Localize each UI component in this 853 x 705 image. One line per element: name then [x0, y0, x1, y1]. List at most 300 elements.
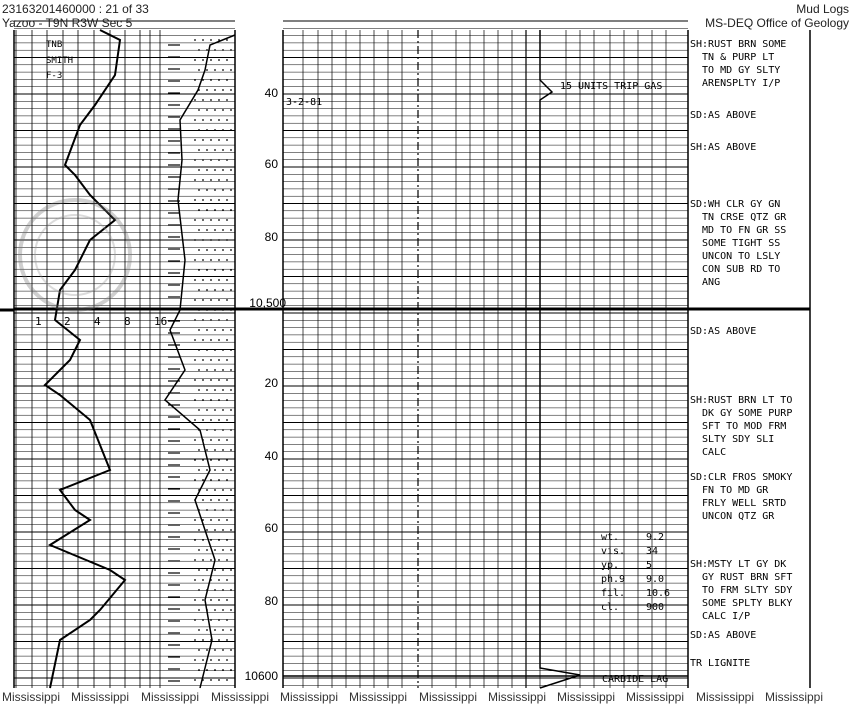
sand-dot-mark — [222, 509, 224, 511]
lithology-description: SD:CLR FROS SMOKY FN TO MD GR FRLY WELL SRTD UNCON QTZ GR — [690, 472, 793, 522]
footer-state: Mississippi — [488, 690, 547, 704]
sand-dot-mark — [202, 619, 204, 621]
sand-dot-mark — [198, 609, 200, 611]
mud-prop-label: cl. — [601, 602, 620, 613]
sand-dot-mark — [198, 49, 200, 51]
sand-dot-mark — [218, 279, 220, 281]
sand-dot-mark — [210, 99, 212, 101]
sand-dot-mark — [202, 379, 204, 381]
sand-dot-mark — [194, 679, 196, 681]
sand-dot-mark — [214, 509, 216, 511]
sand-dot-mark — [226, 119, 228, 121]
sand-dot-mark — [214, 429, 216, 431]
sand-dot-mark — [210, 539, 212, 541]
sand-dot-mark — [210, 219, 212, 221]
sand-dot-mark — [202, 399, 204, 401]
sand-dot-mark — [198, 189, 200, 191]
sand-dot-mark — [222, 349, 224, 351]
depth-label: 40 — [264, 449, 278, 463]
sand-dot-mark — [202, 259, 204, 261]
sand-dot-mark — [206, 69, 208, 71]
sand-dot-mark — [218, 539, 220, 541]
sand-dot-mark — [210, 39, 212, 41]
sand-dot-mark — [206, 309, 208, 311]
sand-dot-mark — [210, 619, 212, 621]
sand-dot-mark — [198, 69, 200, 71]
sand-dot-mark — [194, 479, 196, 481]
sand-dot-mark — [222, 409, 224, 411]
mud-prop-value: 10.6 — [646, 588, 671, 599]
sand-dot-mark — [202, 39, 204, 41]
document-id: 23163201460000 : 21 of 33 — [2, 2, 149, 16]
sand-dot-mark — [202, 499, 204, 501]
sand-dot-mark — [226, 579, 228, 581]
sand-dot-mark — [230, 49, 232, 51]
sand-dot-mark — [210, 679, 212, 681]
sand-dot-mark — [218, 499, 220, 501]
sand-dot-mark — [206, 489, 208, 491]
sand-dot-mark — [198, 529, 200, 531]
sand-dot-mark — [206, 469, 208, 471]
sand-dot-mark — [210, 419, 212, 421]
sand-dot-mark — [210, 179, 212, 181]
well-operator: TNB — [46, 40, 63, 50]
sand-dot-mark — [198, 149, 200, 151]
sand-dot-mark — [210, 199, 212, 201]
sand-dot-mark — [226, 179, 228, 181]
sand-dot-mark — [214, 209, 216, 211]
sand-dot-mark — [218, 199, 220, 201]
sand-dot-mark — [202, 359, 204, 361]
sand-dot-mark — [226, 79, 228, 81]
sand-dot-mark — [210, 459, 212, 461]
sand-dot-mark — [218, 519, 220, 521]
sand-dot-mark — [198, 349, 200, 351]
sand-dot-mark — [210, 119, 212, 121]
sand-dot-mark — [214, 489, 216, 491]
sand-dot-mark — [222, 649, 224, 651]
sand-dot-mark — [218, 599, 220, 601]
sand-dot-mark — [218, 659, 220, 661]
sand-dot-mark — [194, 399, 196, 401]
sand-dot-mark — [214, 409, 216, 411]
sand-dot-mark — [230, 369, 232, 371]
sand-dot-mark — [230, 129, 232, 131]
sand-dot-mark — [218, 399, 220, 401]
sand-dot-mark — [222, 629, 224, 631]
sand-dot-mark — [210, 519, 212, 521]
lithology-description: SD:AS ABOVE — [690, 110, 757, 121]
lithology-description: SD:AS ABOVE — [690, 630, 757, 641]
sand-dot-mark — [206, 189, 208, 191]
footer-state: Mississippi — [696, 690, 755, 704]
sand-dot-mark — [210, 559, 212, 561]
sand-dot-mark — [194, 659, 196, 661]
sand-dot-mark — [222, 289, 224, 291]
sand-dot-mark — [206, 49, 208, 51]
sand-dot-mark — [202, 539, 204, 541]
sand-dot-mark — [210, 159, 212, 161]
lithology-description: SH:MSTY LT GY DK GY RUST BRN SFT TO FRM SLTY SDY SOME SPLTY BLKY CALC I/P — [690, 559, 793, 622]
sand-dot-mark — [198, 269, 200, 271]
sand-dot-mark — [210, 59, 212, 61]
sand-dot-mark — [206, 529, 208, 531]
sand-dot-mark — [206, 449, 208, 451]
sand-dot-mark — [222, 49, 224, 51]
sand-dot-mark — [230, 329, 232, 331]
sand-dot-mark — [214, 169, 216, 171]
footer-state: Mississippi — [211, 690, 270, 704]
sand-dot-mark — [214, 529, 216, 531]
trip-gas-note: 15 UNITS TRIP GAS — [560, 81, 663, 92]
sand-dot-mark — [218, 319, 220, 321]
lithology-description: SH:RUST BRN SOME TN & PURP LT TO MD GY SLTY ARENSPLTY I/P — [690, 39, 787, 89]
sand-dot-mark — [202, 599, 204, 601]
well-number: F-3 — [46, 71, 63, 81]
sand-dot-mark — [202, 659, 204, 661]
sand-dot-mark — [198, 109, 200, 111]
sand-dot-mark — [206, 109, 208, 111]
sand-dot-mark — [210, 259, 212, 261]
sand-dot-mark — [210, 319, 212, 321]
sand-dot-mark — [210, 599, 212, 601]
sand-dot-mark — [194, 339, 196, 341]
sand-dot-mark — [194, 299, 196, 301]
sand-dot-mark — [198, 229, 200, 231]
sand-dot-mark — [214, 589, 216, 591]
sand-dot-mark — [198, 669, 200, 671]
sand-dot-mark — [210, 659, 212, 661]
sand-dot-mark — [214, 569, 216, 571]
sand-dot-mark — [222, 269, 224, 271]
sand-dot-mark — [214, 349, 216, 351]
sand-dot-mark — [198, 569, 200, 571]
sand-dot-mark — [198, 389, 200, 391]
sand-dot-mark — [210, 359, 212, 361]
sand-dot-mark — [230, 549, 232, 551]
sand-dot-mark — [198, 449, 200, 451]
footer-state: Mississippi — [626, 690, 685, 704]
sand-dot-mark — [222, 469, 224, 471]
category-label: Mud Logs — [796, 2, 849, 16]
sand-dot-mark — [226, 319, 228, 321]
sand-dot-mark — [194, 319, 196, 321]
sand-dot-mark — [226, 359, 228, 361]
sand-dot-mark — [198, 169, 200, 171]
mud-prop-label: fil. — [601, 588, 626, 599]
sand-dot-mark — [222, 149, 224, 151]
sand-dot-mark — [226, 499, 228, 501]
sand-dot-mark — [214, 189, 216, 191]
sand-dot-mark — [206, 389, 208, 391]
sand-dot-mark — [218, 259, 220, 261]
sand-dot-mark — [202, 279, 204, 281]
depth-label: 40 — [264, 86, 278, 100]
sand-dot-mark — [194, 459, 196, 461]
sand-dot-mark — [194, 519, 196, 521]
sand-dot-mark — [214, 469, 216, 471]
sand-dot-mark — [222, 429, 224, 431]
sand-dot-mark — [218, 439, 220, 441]
sand-dot-mark — [194, 119, 196, 121]
sand-dot-mark — [194, 579, 196, 581]
sand-dot-mark — [222, 209, 224, 211]
sand-dot-mark — [214, 329, 216, 331]
lithology-boundary-curve — [165, 35, 235, 688]
sand-dot-mark — [218, 59, 220, 61]
sand-dot-mark — [202, 579, 204, 581]
sand-dot-mark — [230, 429, 232, 431]
sand-dot-mark — [198, 369, 200, 371]
sand-dot-mark — [214, 629, 216, 631]
carbide-lag-note: CARBIDE LAG — [602, 674, 669, 685]
sand-dot-mark — [210, 499, 212, 501]
sand-dot-mark — [206, 129, 208, 131]
mud-prop-label: wt. — [601, 532, 620, 543]
sand-dot-mark — [222, 329, 224, 331]
drill-rate-curve — [45, 30, 125, 688]
sand-dot-mark — [194, 419, 196, 421]
sand-dot-mark — [218, 119, 220, 121]
sand-dot-mark — [226, 39, 228, 41]
sand-dot-mark — [194, 539, 196, 541]
sand-dot-mark — [226, 259, 228, 261]
footer-state: Mississippi — [419, 690, 478, 704]
sand-dot-mark — [230, 509, 232, 511]
sand-dot-mark — [206, 229, 208, 231]
sand-dot-mark — [218, 79, 220, 81]
sand-dot-mark — [210, 439, 212, 441]
sand-dot-mark — [194, 79, 196, 81]
sand-dot-mark — [194, 359, 196, 361]
sand-dot-mark — [194, 259, 196, 261]
sand-dot-mark — [226, 539, 228, 541]
sand-dot-mark — [210, 79, 212, 81]
sand-dot-mark — [206, 569, 208, 571]
sand-dot-mark — [230, 649, 232, 651]
sand-dot-mark — [218, 559, 220, 561]
sand-dot-mark — [202, 119, 204, 121]
sand-dot-mark — [214, 129, 216, 131]
sand-dot-mark — [202, 99, 204, 101]
sand-dot-mark — [206, 429, 208, 431]
sand-dot-mark — [194, 59, 196, 61]
sand-dot-mark — [218, 419, 220, 421]
watermark-seal-icon — [20, 200, 130, 310]
sand-dot-mark — [230, 149, 232, 151]
sand-dot-mark — [210, 279, 212, 281]
date-note: 3-2-81 — [286, 97, 323, 108]
sand-dot-mark — [206, 249, 208, 251]
sand-dot-mark — [194, 39, 196, 41]
sand-dot-mark — [198, 209, 200, 211]
depth-label: 80 — [264, 230, 278, 244]
sand-dot-mark — [222, 229, 224, 231]
footer-state: Mississippi — [280, 690, 339, 704]
sand-dot-mark — [202, 179, 204, 181]
sand-dot-mark — [202, 199, 204, 201]
sand-dot-mark — [214, 669, 216, 671]
lithology-description: TR LIGNITE — [690, 658, 751, 669]
sand-dot-mark — [222, 569, 224, 571]
sand-dot-mark — [230, 409, 232, 411]
sand-dot-mark — [198, 589, 200, 591]
sand-dot-mark — [214, 449, 216, 451]
footer-state: Mississippi — [765, 690, 824, 704]
mud-prop-label: vis. — [601, 546, 626, 557]
well-name: SMITH — [46, 56, 74, 66]
sand-dot-mark — [198, 409, 200, 411]
sand-dot-mark — [230, 209, 232, 211]
sand-dot-mark — [226, 219, 228, 221]
gas-curve — [540, 30, 580, 688]
mud-prop-value: 9.2 — [646, 532, 665, 543]
sand-dot-mark — [214, 649, 216, 651]
sand-dot-mark — [198, 549, 200, 551]
sand-dot-mark — [222, 369, 224, 371]
sand-dot-mark — [222, 549, 224, 551]
sand-dot-mark — [206, 209, 208, 211]
footer-state: Mississippi — [141, 690, 200, 704]
sand-dot-mark — [202, 559, 204, 561]
footer-state: Mississippi — [557, 690, 616, 704]
sand-dot-mark — [230, 349, 232, 351]
footer-state: Mississippi — [349, 690, 408, 704]
sand-dot-mark — [210, 339, 212, 341]
sand-dot-mark — [194, 219, 196, 221]
sand-dot-mark — [226, 59, 228, 61]
sand-dot-mark — [218, 379, 220, 381]
sand-dot-mark — [210, 139, 212, 141]
sand-dot-mark — [206, 289, 208, 291]
sand-dot-mark — [206, 329, 208, 331]
sand-dot-mark — [218, 339, 220, 341]
sand-dot-mark — [202, 219, 204, 221]
sand-dot-mark — [222, 309, 224, 311]
sand-dot-mark — [214, 389, 216, 391]
sand-dot-mark — [222, 529, 224, 531]
lithology-description: SD:WH CLR GY GN TN CRSE QTZ GR MD TO FN GR SS SOME TIGHT SS UNCON TO LSLY CON SUB RD TO ANG — [690, 199, 787, 288]
sand-dot-mark — [206, 549, 208, 551]
sand-dot-mark — [226, 419, 228, 421]
sand-dot-mark — [230, 569, 232, 571]
sand-dot-mark — [194, 379, 196, 381]
sand-dot-mark — [194, 619, 196, 621]
sand-dot-mark — [206, 349, 208, 351]
depth-label: 10,500 — [249, 296, 286, 310]
sand-dot-mark — [194, 559, 196, 561]
sand-dot-mark — [226, 639, 228, 641]
sand-dot-mark — [218, 239, 220, 241]
sand-dot-mark — [210, 299, 212, 301]
sand-dot-mark — [210, 239, 212, 241]
sand-dot-mark — [198, 649, 200, 651]
sand-dot-mark — [194, 599, 196, 601]
sand-dot-mark — [202, 419, 204, 421]
sand-dot-mark — [206, 509, 208, 511]
sand-dot-mark — [214, 229, 216, 231]
sand-dot-mark — [218, 639, 220, 641]
sand-dot-mark — [202, 319, 204, 321]
sand-dot-mark — [218, 219, 220, 221]
sand-dot-mark — [218, 459, 220, 461]
sand-dot-mark — [230, 289, 232, 291]
sand-dot-mark — [222, 669, 224, 671]
sand-dot-mark — [218, 579, 220, 581]
sand-dot-mark — [194, 179, 196, 181]
sand-dot-mark — [206, 149, 208, 151]
sand-dot-mark — [230, 629, 232, 631]
sand-dot-mark — [226, 199, 228, 201]
sand-dot-mark — [218, 99, 220, 101]
lithology-description: SH:AS ABOVE — [690, 142, 757, 153]
sand-dot-mark — [198, 329, 200, 331]
sand-dot-mark — [202, 459, 204, 461]
sand-dot-mark — [194, 139, 196, 141]
sand-dot-mark — [226, 439, 228, 441]
sand-dot-mark — [230, 469, 232, 471]
sand-dot-mark — [194, 199, 196, 201]
sand-dot-mark — [210, 479, 212, 481]
sand-dot-mark — [198, 309, 200, 311]
sand-dot-mark — [218, 619, 220, 621]
sand-dot-mark — [230, 249, 232, 251]
scale-label-16: 16 — [154, 315, 168, 328]
sand-dot-mark — [214, 609, 216, 611]
sand-dot-mark — [230, 489, 232, 491]
sand-dot-mark — [202, 139, 204, 141]
sand-dot-mark — [206, 409, 208, 411]
lithology-description: SD:AS ABOVE — [690, 326, 757, 337]
mud-prop-label: yp. — [601, 560, 620, 571]
mud-prop-value: 5 — [646, 560, 653, 571]
sand-dot-mark — [222, 449, 224, 451]
sand-dot-mark — [214, 549, 216, 551]
sand-dot-mark — [226, 279, 228, 281]
mud-prop-value: 9.0 — [646, 574, 665, 585]
sand-dot-mark — [226, 619, 228, 621]
sand-dot-mark — [214, 69, 216, 71]
sand-dot-mark — [230, 589, 232, 591]
depth-label: 60 — [264, 157, 278, 171]
sand-dot-mark — [202, 639, 204, 641]
sand-dot-mark — [206, 649, 208, 651]
sand-dot-mark — [214, 109, 216, 111]
sand-dot-mark — [226, 399, 228, 401]
sand-dot-mark — [222, 89, 224, 91]
sand-dot-mark — [206, 269, 208, 271]
mud-prop-value: 34 — [646, 546, 659, 557]
sand-dot-mark — [214, 49, 216, 51]
sand-dot-mark — [230, 109, 232, 111]
sand-dot-mark — [218, 299, 220, 301]
sand-dot-mark — [226, 659, 228, 661]
sand-dot-mark — [202, 479, 204, 481]
sand-dot-mark — [230, 189, 232, 191]
sand-dot-mark — [202, 239, 204, 241]
sand-dot-mark — [214, 269, 216, 271]
scale-label-2: 2 — [64, 315, 71, 328]
sand-dot-mark — [214, 369, 216, 371]
sand-dot-mark — [230, 69, 232, 71]
sand-dot-mark — [214, 289, 216, 291]
depth-label: 80 — [264, 594, 278, 608]
sand-dot-mark — [226, 339, 228, 341]
scale-label-1: 1 — [35, 315, 42, 328]
scale-label-8: 8 — [124, 315, 131, 328]
sand-dot-mark — [222, 109, 224, 111]
mud-prop-value: 900 — [646, 602, 665, 613]
